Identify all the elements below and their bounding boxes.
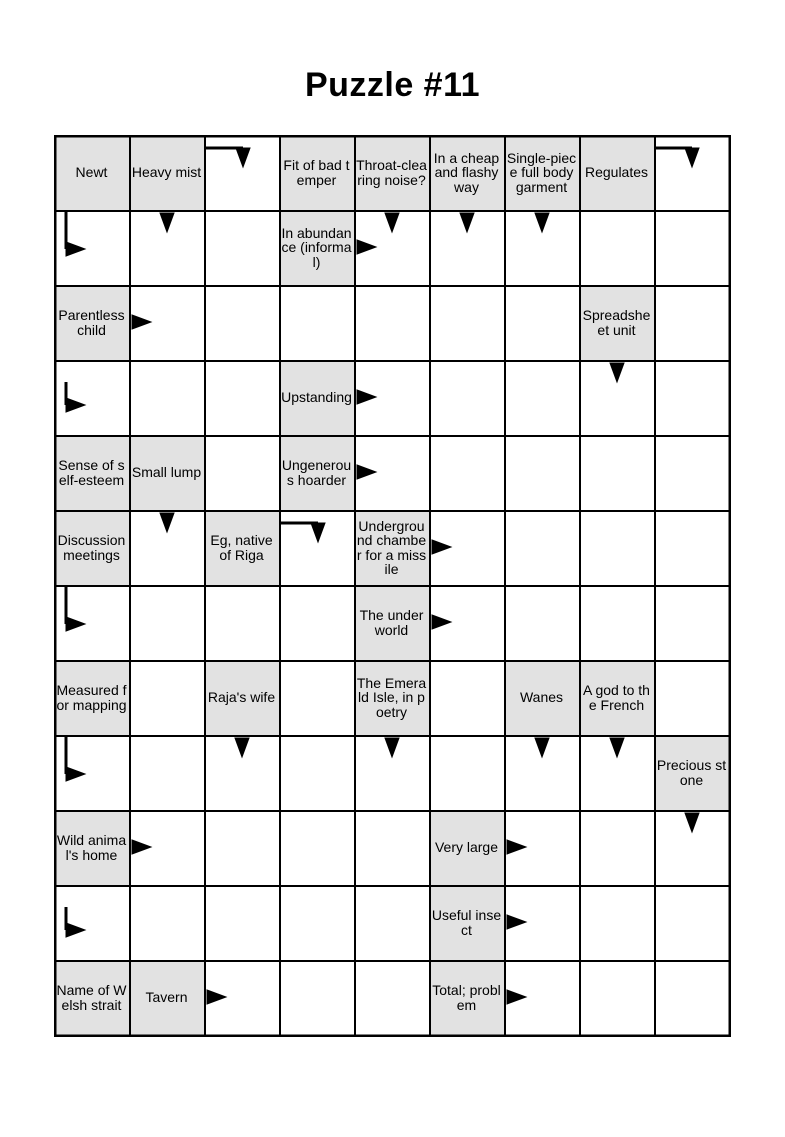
right-arrow-icon (132, 315, 151, 329)
down-arrow-icon (610, 363, 624, 382)
right-arrow-icon (357, 240, 376, 254)
right-arrow-icon (432, 540, 451, 554)
clue-text: Ungenerous hoarder (281, 457, 352, 488)
clue-text: Spreadsheet unit (582, 307, 651, 338)
clue-text: Eg, native of Riga (210, 532, 273, 563)
clue-text: Useful insect (431, 907, 502, 938)
down-arrow-icon (160, 513, 174, 532)
clue-text: Wanes (519, 689, 564, 706)
clue-text: Fit of bad temper (283, 157, 350, 188)
down-right-arrow-icon (66, 923, 85, 937)
page-title: Puzzle #11 (304, 66, 481, 104)
down-arrow-icon (160, 213, 174, 232)
clue-text: Very large (434, 839, 499, 856)
clue-text: The underworld (359, 607, 424, 638)
clue-text: Regulates (584, 164, 649, 181)
clue-text: Small lump (131, 464, 202, 481)
down-right-arrow-icon (66, 767, 85, 781)
clue-text: Name of Welsh strait (56, 982, 127, 1013)
arrow-markers (54, 135, 731, 1037)
down-arrow-icon (460, 213, 474, 232)
clue-text: Raja's wife (207, 689, 276, 706)
down-arrow-icon (235, 738, 249, 757)
clue-text: Wild animal's home (56, 832, 127, 863)
down-arrow-icon (535, 738, 549, 757)
clue-text: Tavern (145, 989, 188, 1006)
down-right-arrow-icon (66, 242, 85, 256)
right-down-arrow-icon (311, 523, 325, 542)
clue-text: Newt (75, 164, 108, 181)
clue-text: The Emerald Isle, in poetry (356, 674, 427, 720)
clue-text: Upstanding (281, 389, 352, 406)
clue-text: Discussion meetings (57, 532, 126, 563)
right-down-arrow-icon (236, 148, 250, 167)
clue-text: Measured for mapping (56, 682, 127, 713)
right-arrow-icon (207, 990, 226, 1004)
down-arrow-icon (385, 738, 399, 757)
clue-text: Sense of self-esteem (58, 457, 125, 488)
clue-text: In a cheap and flashy way (433, 149, 500, 195)
down-arrow-icon (610, 738, 624, 757)
down-arrow-icon (535, 213, 549, 232)
clue-text: Total; problem (432, 982, 501, 1013)
clue-text: Single-piece full body garment (506, 149, 577, 195)
right-arrow-icon (507, 840, 526, 854)
right-arrow-icon (432, 615, 451, 629)
right-arrow-icon (507, 990, 526, 1004)
clue-text: Parentless child (58, 307, 125, 338)
clue-text: Precious stone (656, 757, 727, 788)
down-arrow-icon (385, 213, 399, 232)
clue-text: Underground chamber for a missile (356, 517, 427, 577)
down-arrow-icon (685, 813, 699, 832)
down-right-arrow-icon (66, 617, 85, 631)
clue-text: A god to the French (583, 682, 650, 713)
right-arrow-icon (357, 390, 376, 404)
right-arrow-icon (507, 915, 526, 929)
right-down-arrow-icon (685, 148, 699, 167)
clue-text: Heavy mist (131, 164, 202, 181)
right-arrow-icon (132, 840, 151, 854)
clue-text: Throat-clearing noise? (356, 157, 427, 188)
right-arrow-icon (357, 465, 376, 479)
clue-text: In abundance (informal) (281, 224, 352, 270)
down-right-arrow-icon (66, 398, 85, 412)
